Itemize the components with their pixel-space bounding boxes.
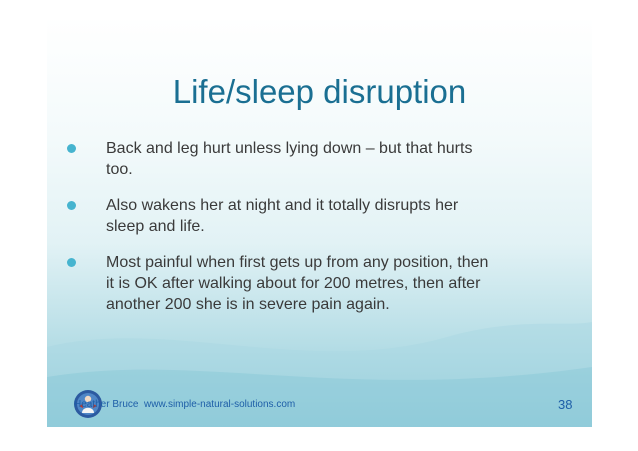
bullet-line: Back and leg hurt unless lying down – but that hurts (106, 140, 473, 157)
bullet-line: it is OK after walking about for 200 metres, then after (106, 275, 481, 292)
bullet-line: another 200 she is in severe pain again. (106, 296, 390, 313)
bullet-line: Most painful when first gets up from any position, then (106, 254, 489, 271)
footer-credit (74, 399, 295, 410)
bullet-line: sleep and life. (106, 218, 205, 235)
bullet-item (67, 138, 557, 180)
slide-title: Life/sleep disruption (172, 73, 467, 110)
bullet-dot-icon (67, 258, 76, 267)
page-number: 38 (558, 397, 573, 412)
footer-website: www.simple-natural-solutions.com (144, 399, 296, 410)
bullet-item (67, 195, 557, 237)
footer-author: Heather Bruce (74, 399, 139, 410)
bullet-list (67, 138, 557, 330)
bullet-line: Also wakens her at night and it totally disrupts her (106, 197, 459, 214)
bullet-line: too. (106, 161, 133, 178)
slide (47, 17, 592, 427)
bullet-dot-icon (67, 201, 76, 210)
bullet-dot-icon (67, 144, 76, 153)
bullet-item (67, 252, 557, 315)
